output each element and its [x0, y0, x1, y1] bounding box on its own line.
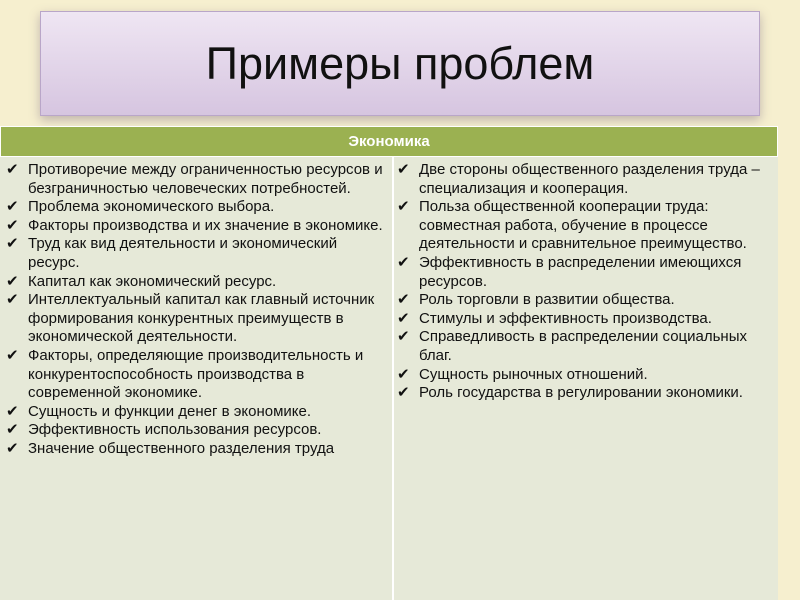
list-item [6, 217, 388, 236]
list-item [397, 310, 774, 329]
checkmark-icon: ✔ [397, 384, 410, 402]
checkmark-icon: ✔ [6, 439, 19, 457]
list-item-text: Польза общественной кооперации труда: совместная работа, обучение в процессе деятельности и сравнительное преимущество. [419, 198, 747, 253]
checkmark-icon: ✔ [397, 291, 410, 309]
list-item [397, 198, 774, 254]
table-header [0, 126, 778, 157]
list-item-text: Две стороны общественного разделения труда – специализация и кооперация. [419, 161, 760, 197]
list-item-text: Факторы производства и их значение в экономике. [28, 216, 383, 234]
title-box [40, 11, 760, 116]
list-item [397, 291, 774, 310]
slide-title: Примеры проблем [205, 37, 595, 89]
checkmark-icon: ✔ [6, 272, 19, 290]
list-item [6, 291, 388, 347]
checkmark-icon: ✔ [397, 365, 410, 383]
list-item-text: Справедливость в распределении социальных благ. [419, 328, 747, 364]
checkmark-icon: ✔ [6, 161, 19, 178]
list-item-text: Роль государства в регулировании экономики. [419, 384, 743, 402]
left-list [6, 161, 388, 459]
checkmark-icon: ✔ [397, 253, 410, 271]
checkmark-icon: ✔ [6, 235, 19, 253]
list-item-text: Стимулы и эффективность производства. [419, 309, 712, 327]
list-item-text: Интеллектуальный капитал как главный источник формирования конкурентных преимуществ в экономической деятельности. [28, 291, 375, 346]
list-item-text: Эффективность в распределении имеющихся ресурсов. [419, 253, 742, 290]
content-table [0, 126, 778, 600]
table-header-label: Экономика [348, 133, 430, 150]
list-item [397, 328, 774, 365]
right-list [397, 161, 774, 403]
checkmark-icon: ✔ [397, 198, 410, 216]
list-item [6, 347, 388, 403]
checkmark-icon: ✔ [6, 346, 19, 364]
checkmark-icon: ✔ [6, 216, 19, 234]
list-item-text: Сущность и функции денег в экономике. [28, 402, 312, 420]
list-item-text: Сущность рыночных отношений. [419, 365, 648, 383]
checkmark-icon: ✔ [6, 402, 19, 420]
list-item [6, 440, 388, 459]
checkmark-icon: ✔ [6, 421, 19, 439]
list-item-text: Факторы, определяющие производительность и конкурентоспособность производства в современной экономике. [28, 346, 364, 402]
list-item [6, 235, 388, 272]
list-item-text: Проблема экономического выбора. [28, 198, 275, 216]
checkmark-icon: ✔ [6, 198, 19, 216]
checkmark-icon: ✔ [6, 291, 19, 309]
list-item [6, 161, 388, 198]
list-item [6, 421, 388, 440]
right-column [394, 157, 778, 600]
list-item [397, 384, 774, 403]
list-item [6, 403, 388, 422]
checkmark-icon: ✔ [397, 328, 410, 346]
list-item [397, 254, 774, 291]
checkmark-icon: ✔ [397, 161, 410, 178]
left-column [0, 157, 394, 600]
list-item-text: Труд как вид деятельности и экономический ресурс. [28, 235, 338, 271]
list-item-text: Противоречие между ограниченностью ресурсов и безграничностью человеческих потребностей. [28, 161, 383, 197]
list-item [397, 366, 774, 385]
checkmark-icon: ✔ [397, 309, 410, 327]
list-item-text: Роль торговли в развитии общества. [419, 291, 675, 309]
list-item-text: Значение общественного разделения труда [28, 439, 335, 457]
table-body [0, 157, 778, 600]
list-item-text: Капитал как экономический ресурс. [28, 272, 277, 290]
list-item [397, 161, 774, 198]
list-item-text: Эффективность использования ресурсов. [28, 421, 322, 439]
list-item [6, 198, 388, 217]
list-item [6, 273, 388, 292]
